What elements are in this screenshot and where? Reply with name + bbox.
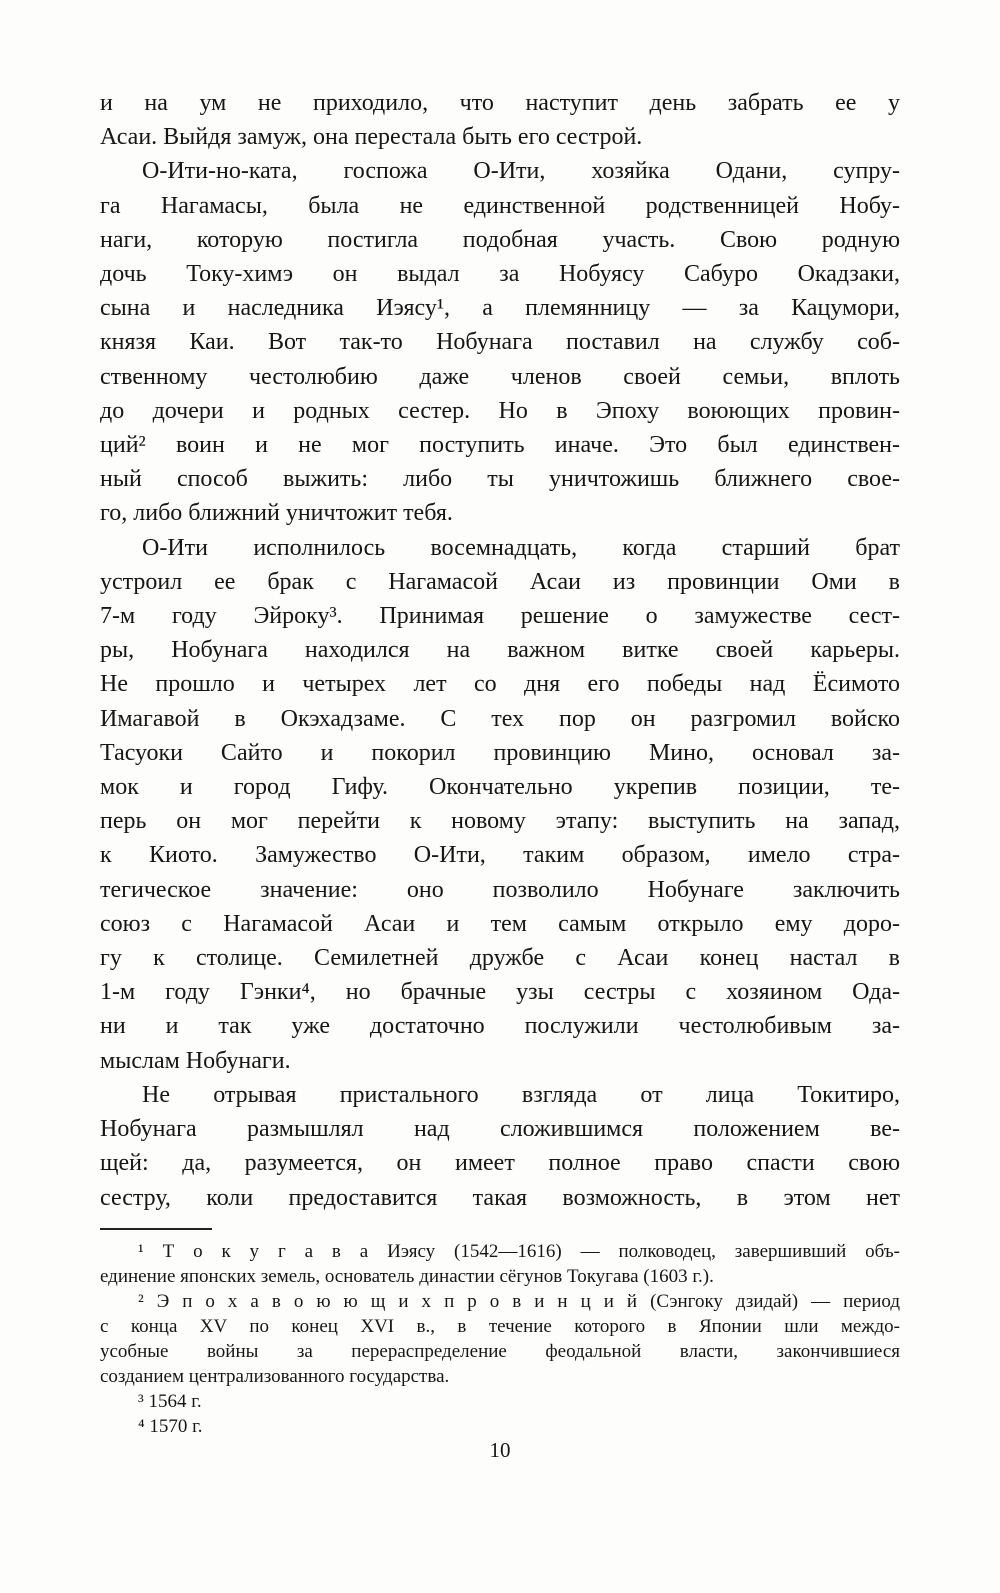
text-line: к Киото. Замужество О-Ити, таким образом, имело стра- [100, 842, 900, 869]
text-line: ций² воин и не мог поступить иначе. Это был единствен- [100, 432, 900, 459]
text-line: Асаи. Выйдя замуж, она перестала быть его сестрой. [100, 124, 643, 151]
footnotes-container [100, 1239, 900, 1439]
text-line: Не отрывая пристального взгляда от лица Токитиро, [142, 1081, 900, 1108]
text-line: дочь Току-химэ он выдал за Нобуясу Сабуро Окадзаки, [100, 261, 900, 288]
footnote-separator [100, 1228, 212, 1230]
paragraphs-container [100, 86, 900, 1215]
body-text [100, 86, 900, 1439]
footnote-line: созданием централизованного государства. [100, 1365, 450, 1387]
footnote-line: усобные войны за перераспределение феодальной власти, закончившиеся [100, 1340, 900, 1362]
footnote-line: ⁴ 1570 г. [138, 1415, 203, 1437]
text-line: наги, которую постигла подобная участь. Свою родную [100, 226, 900, 253]
text-line: тегическое значение: оно позволило Нобунаге заключить [100, 876, 900, 903]
text-line: сына и наследника Иэясу¹, а племянницу — за Кацумори, [100, 295, 900, 322]
text-line: Не прошло и четырех лет со дня его победы над Ёсимото [100, 671, 900, 698]
footnote-line: единение японских земель, основатель династии сёгунов Токугава (1603 г.). [100, 1265, 714, 1287]
text-line: гу к столице. Семилетней дружбе с Асаи конец настал в [100, 945, 900, 972]
footnote-line: ³ 1564 г. [138, 1390, 202, 1412]
text-line: сестру, коли предоставится такая возможность, в этом нет [100, 1184, 900, 1211]
text-line: го, либо ближний уничтожит тебя. [100, 500, 453, 527]
text-line: князя Каи. Вот так-то Нобунага поставил на службу соб- [100, 329, 900, 356]
text-line: га Нагамасы, была не единственной родственницей Нобу- [100, 192, 900, 219]
text-line: 1-м году Гэнки⁴, но брачные узы сестры с хозяином Ода- [100, 979, 900, 1006]
footnote-line: с конца XV по конец XVI в., в течение которого в Японии шли междо- [100, 1315, 900, 1337]
text-line: устроил ее брак с Нагамасой Асаи из провинции Оми в [100, 568, 900, 595]
text-line: Имагавой в Окэхадзаме. С тех пор он разгромил войско [100, 705, 900, 732]
text-line: ни и так уже достаточно послужили честолюбивым за- [100, 1013, 900, 1040]
text-line: Тасуоки Сайто и покорил провинцию Мино, основал за- [100, 739, 900, 766]
text-line: союз с Нагамасой Асаи и тем самым открыло ему доро- [100, 910, 900, 937]
text-line: 7-м году Эйроку³. Принимая решение о замужестве сест- [100, 603, 900, 630]
text-line: щей: да, разумеется, он имеет полное право спасти свою [100, 1150, 900, 1177]
text-line: ры, Нобунага находился на важном витке своей карьеры. [100, 637, 900, 664]
text-line: перь он мог перейти к новому этапу: выступить на запад, [100, 808, 900, 835]
text-line: мыслам Нобунаги. [100, 1047, 291, 1074]
text-line: О-Ити-но-ката, госпожа О-Ити, хозяйка Одани, супру- [142, 158, 900, 185]
text-line: мок и город Гифу. Окончательно укрепив позиции, те- [100, 774, 900, 801]
text-line: Нобунага размышлял над сложившимся положением ве- [100, 1116, 900, 1143]
footnote-line: ² Э п о х а в о ю ю щ и х п р о в и н ц и й (Сэнгоку дзидай) — период [138, 1290, 900, 1312]
footnote-line: ¹ Т о к у г а в а Иэясу (1542—1616) — полководец, завершивший объ- [138, 1240, 900, 1262]
text-line: О-Ити исполнилось восемнадцать, когда старший брат [142, 534, 900, 561]
text-line: ный способ выжить: либо ты уничтожишь ближнего свое- [100, 466, 900, 493]
page-number: 10 [489, 1438, 511, 1462]
text-line: ственному честолюбию даже членов своей семьи, вплоть [100, 363, 900, 390]
text-line: до дочери и родных сестер. Но в Эпоху воюющих провин- [100, 397, 900, 424]
text-line: и на ум не приходило, что наступит день забрать ее у [100, 90, 900, 116]
